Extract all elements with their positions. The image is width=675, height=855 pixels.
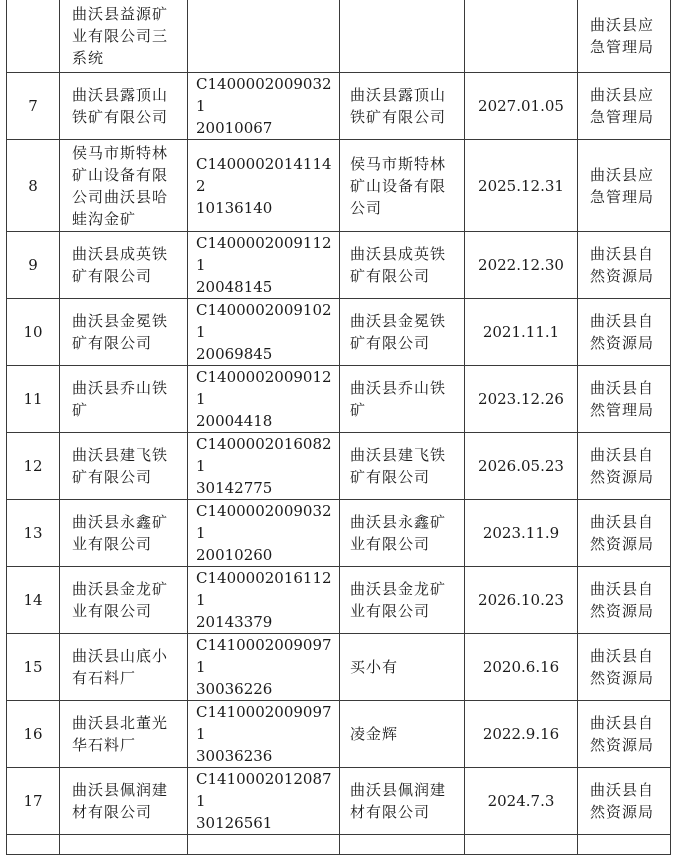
table-row bbox=[7, 500, 671, 567]
authority-line: 急管理局 bbox=[590, 37, 655, 56]
authority-line: 曲沃县自 bbox=[590, 580, 655, 598]
expiry-date-cell bbox=[465, 140, 578, 232]
table-row bbox=[7, 835, 671, 855]
authority-line: 曲沃县自 bbox=[590, 312, 655, 330]
license-holder-cell bbox=[340, 299, 465, 366]
company-name-cell bbox=[60, 140, 188, 232]
expiry-date: 2022.12.30 bbox=[478, 256, 564, 274]
row-number-cell bbox=[7, 634, 60, 701]
row-number: 15 bbox=[23, 658, 43, 676]
license-holder-cell bbox=[340, 567, 465, 634]
row-number: 8 bbox=[28, 176, 38, 195]
license-holder-line: 材有限公司 bbox=[350, 803, 431, 821]
authority-cell bbox=[578, 701, 671, 768]
license-holder-cell bbox=[340, 634, 465, 701]
company-name-line: 矿有限公司 bbox=[72, 334, 153, 352]
license-number-cell bbox=[188, 634, 340, 701]
authority-line: 然管理局 bbox=[590, 401, 655, 419]
license-holder-cell bbox=[340, 768, 465, 835]
authority-cell bbox=[578, 73, 671, 140]
license-number-line: C14000020161121 bbox=[196, 569, 332, 609]
row-number: 12 bbox=[23, 457, 43, 475]
company-name-cell bbox=[60, 73, 188, 140]
license-holder-line: 曲沃县成英铁 bbox=[350, 245, 447, 263]
company-name-cell bbox=[60, 366, 188, 433]
expiry-date: 2023.12.26 bbox=[478, 390, 564, 408]
row-number-cell bbox=[7, 73, 60, 140]
license-holder-line: 曲沃县建飞铁 bbox=[350, 446, 447, 464]
expiry-date: 2024.7.3 bbox=[487, 792, 555, 810]
authority-cell bbox=[578, 232, 671, 299]
license-holder-cell bbox=[340, 701, 465, 768]
license-holder-line: 矿有限公司 bbox=[350, 468, 431, 486]
license-number-line: C14000020141142 bbox=[196, 154, 332, 195]
license-number-line: C14100020120871 bbox=[196, 770, 332, 810]
row-number: 9 bbox=[28, 256, 38, 274]
company-name-cell bbox=[60, 768, 188, 835]
license-number-line: 20048145 bbox=[196, 278, 273, 296]
company-name-line: 侯马市斯特林 bbox=[72, 143, 169, 162]
authority-line: 然资源局 bbox=[590, 803, 655, 821]
authority-line: 急管理局 bbox=[590, 187, 655, 206]
row-number: 7 bbox=[28, 97, 38, 115]
table-row bbox=[7, 140, 671, 232]
license-number-cell bbox=[188, 140, 340, 232]
license-holder-line: 公司 bbox=[350, 198, 383, 217]
license-number-cell bbox=[188, 567, 340, 634]
license-number-line: C14100020090971 bbox=[196, 703, 332, 743]
expiry-date: 2023.11.9 bbox=[482, 524, 560, 542]
table-row bbox=[7, 433, 671, 500]
row-number: 14 bbox=[23, 591, 43, 609]
license-number-line: 30126561 bbox=[196, 814, 273, 832]
table-row bbox=[7, 232, 671, 299]
authority-line: 然资源局 bbox=[590, 669, 655, 687]
table-row bbox=[7, 634, 671, 701]
row-number-cell bbox=[7, 299, 60, 366]
license-holder-cell bbox=[340, 366, 465, 433]
table-row bbox=[7, 73, 671, 140]
license-holder-cell bbox=[340, 140, 465, 232]
expiry-date: 2026.05.23 bbox=[478, 457, 564, 475]
row-number-cell bbox=[7, 567, 60, 634]
license-holder-line: 矿有限公司 bbox=[350, 267, 431, 285]
expiry-date-cell bbox=[465, 500, 578, 567]
license-number-cell bbox=[188, 433, 340, 500]
license-holder-line: 铁矿有限公司 bbox=[350, 108, 447, 126]
license-number-line: 20143379 bbox=[196, 613, 273, 631]
company-name-line: 矿有限公司 bbox=[72, 267, 153, 285]
license-number-cell bbox=[188, 500, 340, 567]
expiry-date-cell bbox=[465, 366, 578, 433]
company-name-line: 矿 bbox=[72, 401, 89, 419]
license-number-line: 10136140 bbox=[196, 198, 273, 217]
authority-line: 曲沃县自 bbox=[590, 714, 655, 732]
company-name-line: 曲沃县建飞铁 bbox=[72, 446, 169, 464]
company-name-line: 曲沃县益源矿 bbox=[72, 4, 169, 23]
authority-cell bbox=[578, 768, 671, 835]
license-number-line: 20004418 bbox=[196, 412, 273, 430]
row-number: 16 bbox=[23, 725, 43, 743]
license-number-line: C14100020090971 bbox=[196, 636, 332, 676]
company-name-cell bbox=[60, 0, 188, 73]
row-number-cell bbox=[7, 433, 60, 500]
license-number-line: 30036236 bbox=[196, 747, 273, 765]
expiry-date: 2022.9.16 bbox=[482, 725, 560, 743]
expiry-date-cell bbox=[465, 73, 578, 140]
authority-cell bbox=[578, 567, 671, 634]
company-name-line: 曲沃县永鑫矿 bbox=[72, 513, 169, 531]
expiry-date-cell bbox=[465, 835, 578, 855]
company-name-line: 蛙沟金矿 bbox=[72, 209, 137, 228]
license-number-line: 30142775 bbox=[196, 479, 273, 497]
expiry-date-cell bbox=[465, 433, 578, 500]
authority-cell bbox=[578, 140, 671, 232]
expiry-date: 2027.01.05 bbox=[478, 97, 564, 115]
company-name-cell bbox=[60, 701, 188, 768]
license-number-line: 20010067 bbox=[196, 119, 273, 137]
company-name-line: 铁矿有限公司 bbox=[72, 108, 169, 126]
authority-line: 曲沃县自 bbox=[590, 379, 655, 397]
license-number-line: C14000020090321 bbox=[196, 502, 332, 542]
license-number-line: 30036226 bbox=[196, 680, 273, 698]
license-holder-cell bbox=[340, 835, 465, 855]
license-number-line: 20069845 bbox=[196, 345, 273, 363]
expiry-date-cell bbox=[465, 701, 578, 768]
company-name-line: 公司曲沃县哈 bbox=[72, 187, 169, 206]
license-holder-line: 曲沃县金冕铁 bbox=[350, 312, 447, 330]
authority-line: 然资源局 bbox=[590, 468, 655, 486]
company-name-line: 矿山设备有限 bbox=[72, 165, 169, 184]
authority-line: 然资源局 bbox=[590, 736, 655, 754]
license-holder-cell bbox=[340, 232, 465, 299]
license-holder-cell bbox=[340, 0, 465, 73]
authority-cell bbox=[578, 0, 671, 73]
row-number-cell bbox=[7, 500, 60, 567]
license-holder-cell bbox=[340, 73, 465, 140]
license-holder-line: 曲沃县乔山铁 bbox=[350, 379, 447, 397]
company-name-line: 业有限公司三 bbox=[72, 26, 169, 45]
row-number-cell bbox=[7, 768, 60, 835]
table-row bbox=[7, 701, 671, 768]
license-number-line: C14000020160821 bbox=[196, 435, 332, 475]
company-name-cell bbox=[60, 634, 188, 701]
authority-cell bbox=[578, 634, 671, 701]
company-name-line: 曲沃县金冕铁 bbox=[72, 312, 169, 330]
authority-line: 曲沃县应 bbox=[590, 86, 655, 104]
company-name-line: 曲沃县成英铁 bbox=[72, 245, 169, 263]
license-holder-line: 矿有限公司 bbox=[350, 334, 431, 352]
company-name-cell bbox=[60, 232, 188, 299]
license-holder-line: 业有限公司 bbox=[350, 535, 431, 553]
license-number-cell bbox=[188, 701, 340, 768]
authority-line: 然资源局 bbox=[590, 267, 655, 285]
license-number-line: C14000020090121 bbox=[196, 368, 332, 408]
license-number-line: C14000020090321 bbox=[196, 75, 332, 115]
authority-cell bbox=[578, 433, 671, 500]
mining-license-table bbox=[6, 0, 671, 855]
authority-line: 然资源局 bbox=[590, 334, 655, 352]
expiry-date: 2021.11.1 bbox=[482, 323, 560, 341]
row-number: 13 bbox=[23, 524, 43, 542]
row-number: 11 bbox=[23, 390, 43, 408]
company-name-cell bbox=[60, 567, 188, 634]
row-number-cell bbox=[7, 232, 60, 299]
license-number-line: C14000020091121 bbox=[196, 234, 332, 274]
authority-line: 曲沃县自 bbox=[590, 647, 655, 665]
authority-line: 急管理局 bbox=[590, 108, 655, 126]
authority-line: 曲沃县自 bbox=[590, 245, 655, 263]
license-holder-cell bbox=[340, 500, 465, 567]
row-number-cell bbox=[7, 366, 60, 433]
row-number-cell bbox=[7, 701, 60, 768]
authority-line: 然资源局 bbox=[590, 602, 655, 620]
license-holder-line: 曲沃县金龙矿 bbox=[350, 580, 447, 598]
authority-line: 曲沃县应 bbox=[590, 165, 655, 184]
row-number: 17 bbox=[23, 792, 43, 810]
license-number-cell bbox=[188, 835, 340, 855]
company-name-line: 业有限公司 bbox=[72, 602, 153, 620]
company-name-line: 曲沃县露顶山 bbox=[72, 86, 169, 104]
company-name-cell bbox=[60, 500, 188, 567]
expiry-date-cell bbox=[465, 634, 578, 701]
license-holder-line: 凌金辉 bbox=[350, 725, 399, 743]
expiry-date-cell bbox=[465, 567, 578, 634]
authority-line: 然资源局 bbox=[590, 535, 655, 553]
authority-line: 曲沃县自 bbox=[590, 513, 655, 531]
row-number: 10 bbox=[23, 323, 43, 341]
company-name-line: 有石料厂 bbox=[72, 669, 137, 687]
expiry-date-cell bbox=[465, 0, 578, 73]
expiry-date-cell bbox=[465, 299, 578, 366]
table-row bbox=[7, 299, 671, 366]
company-name-line: 曲沃县乔山铁 bbox=[72, 379, 169, 397]
license-holder-line: 侯马市斯特林 bbox=[350, 154, 447, 173]
authority-line: 曲沃县自 bbox=[590, 781, 655, 799]
authority-cell bbox=[578, 500, 671, 567]
license-number-cell bbox=[188, 768, 340, 835]
company-name-line: 系统 bbox=[72, 48, 105, 67]
table-row bbox=[7, 0, 671, 73]
authority-cell bbox=[578, 299, 671, 366]
company-name-line: 曲沃县佩润建 bbox=[72, 781, 169, 799]
company-name-cell bbox=[60, 835, 188, 855]
company-name-line: 曲沃县北董光 bbox=[72, 714, 169, 732]
license-number-cell bbox=[188, 0, 340, 73]
company-name-line: 华石料厂 bbox=[72, 736, 137, 754]
row-number-cell bbox=[7, 835, 60, 855]
authority-cell bbox=[578, 835, 671, 855]
license-holder-line: 矿山设备有限 bbox=[350, 176, 447, 195]
company-name-line: 材有限公司 bbox=[72, 803, 153, 821]
expiry-date: 2025.12.31 bbox=[478, 176, 564, 195]
license-holder-line: 买小有 bbox=[350, 658, 399, 676]
expiry-date-cell bbox=[465, 768, 578, 835]
license-holder-line: 曲沃县佩润建 bbox=[350, 781, 447, 799]
company-name-line: 曲沃县山底小 bbox=[72, 647, 169, 665]
authority-cell bbox=[578, 366, 671, 433]
license-number-cell bbox=[188, 232, 340, 299]
row-number-cell bbox=[7, 140, 60, 232]
authority-line: 曲沃县应 bbox=[590, 15, 655, 34]
table-row bbox=[7, 768, 671, 835]
company-name-cell bbox=[60, 433, 188, 500]
license-number-cell bbox=[188, 73, 340, 140]
expiry-date-cell bbox=[465, 232, 578, 299]
expiry-date: 2026.10.23 bbox=[478, 591, 564, 609]
license-holder-line: 曲沃县露顶山 bbox=[350, 86, 447, 104]
license-holder-line: 业有限公司 bbox=[350, 602, 431, 620]
expiry-date: 2020.6.16 bbox=[482, 658, 560, 676]
license-holder-cell bbox=[340, 433, 465, 500]
license-number-cell bbox=[188, 366, 340, 433]
table-row bbox=[7, 567, 671, 634]
license-number-line: 20010260 bbox=[196, 546, 273, 564]
company-name-line: 矿有限公司 bbox=[72, 468, 153, 486]
license-holder-line: 曲沃县永鑫矿 bbox=[350, 513, 447, 531]
license-number-line: C14000020091021 bbox=[196, 301, 332, 341]
table-row bbox=[7, 366, 671, 433]
company-name-line: 业有限公司 bbox=[72, 535, 153, 553]
table-body bbox=[7, 0, 671, 855]
authority-line: 曲沃县自 bbox=[590, 446, 655, 464]
license-holder-line: 矿 bbox=[350, 401, 367, 419]
company-name-line: 曲沃县金龙矿 bbox=[72, 580, 169, 598]
company-name-cell bbox=[60, 299, 188, 366]
row-number-cell bbox=[7, 0, 60, 73]
license-number-cell bbox=[188, 299, 340, 366]
